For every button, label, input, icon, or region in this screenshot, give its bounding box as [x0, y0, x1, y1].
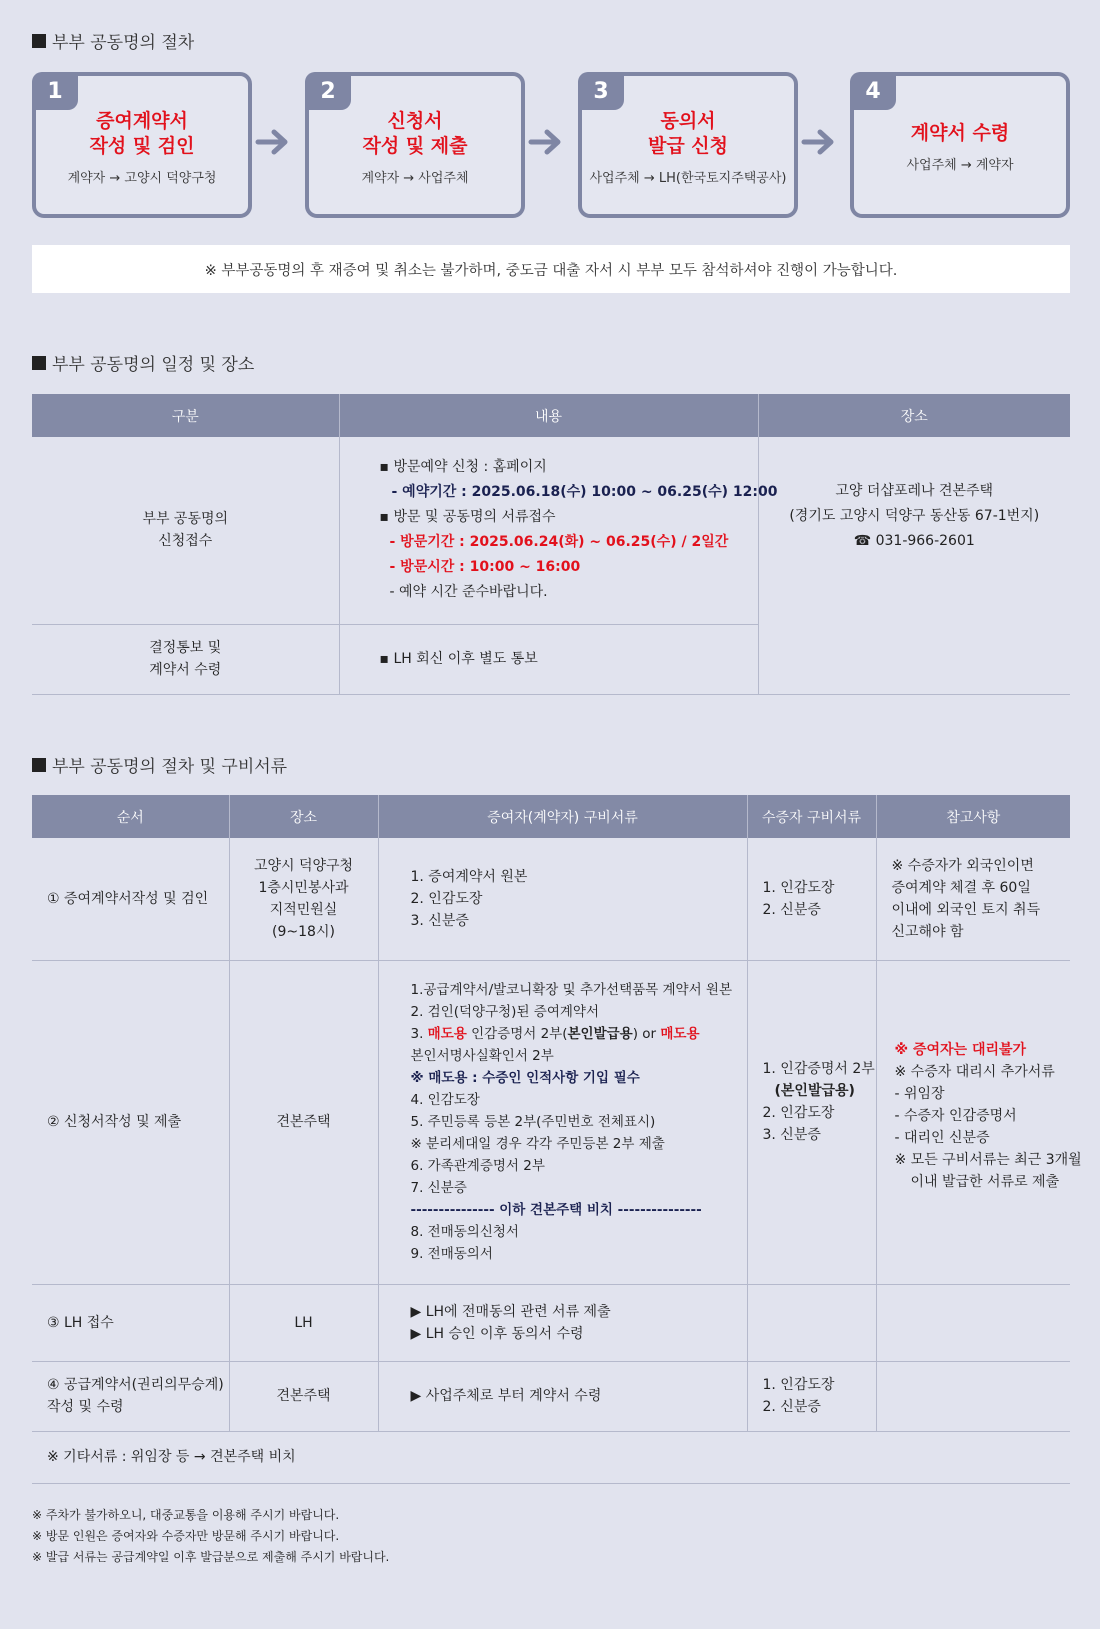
table-row	[32, 1361, 1070, 1431]
step-1	[32, 72, 252, 218]
row-place: 견본주택	[229, 1361, 378, 1431]
step-sub: 계약자 → 사업주체	[361, 170, 469, 186]
section-title-text: 부부 공동명의 절차 및 구비서류	[52, 757, 288, 777]
step-number: 4	[850, 72, 896, 110]
header-cell: 내용	[339, 394, 758, 437]
row-recv	[747, 1284, 876, 1361]
section-title-procedure	[32, 28, 194, 53]
schedule-table	[32, 394, 1070, 695]
square-bullet-icon	[32, 356, 46, 370]
step-3	[578, 72, 798, 218]
row-note	[876, 1361, 1070, 1431]
step-sub: 사업주체 → LH(한국토지주택공사)	[589, 170, 787, 186]
table-row-etc	[32, 1431, 1070, 1483]
row-docs: ▶ LH에 전매동의 관련 서류 제출 ▶ LH 승인 이후 동의서 수령	[378, 1284, 747, 1361]
row-label: 결정통보 및 계약서 수령	[32, 624, 339, 694]
row-step: ① 증여계약서작성 및 검인	[32, 838, 229, 960]
place-cell: 고양 더샵포레나 견본주택 (경기도 고양시 덕양구 동산동 67-1번지) ☎ 031-966-2601	[758, 437, 1070, 694]
row-recv: 1. 인감증명서 2부 (본인발급용) 2. 인감도장 3. 신분증	[747, 960, 876, 1284]
table-row	[32, 960, 1070, 1284]
row-place: 견본주택	[229, 960, 378, 1284]
table-header-row	[32, 795, 1070, 838]
square-bullet-icon	[32, 34, 46, 48]
row-docs: 1.공급계약서/발코니확장 및 추가선택품목 계약서 원본 2. 검인(덕양구청)된 증여계약서 3. 매도용 인감증명서 2부(본인발급용) or 매도용 본인서명사실확인서 2부 ※ 매도용 : 수증인 인적사항 기입 필수 4. 인감도장 5. 주민등록 등본 2부(주민번호 전체표시) ※ 분리세대일 경우 각각 주민등본 2부 제출 6. 가족관계증명서 2부 7. 신분증 --------------- 이하 견본주택 비치 --------------- 8. 전매동의신청서 9. 전매동의서	[378, 960, 747, 1284]
arrow-right-icon	[528, 124, 564, 160]
section-title-text: 부부 공동명의 절차	[52, 33, 195, 53]
arrow-right-icon	[255, 124, 291, 160]
step-title: 증여계약서 작성 및 검인	[89, 109, 195, 157]
step-title: 동의서 발급 신청	[647, 109, 729, 157]
row-note: ※ 수증자가 외국인이면 증여계약 체결 후 60일 이내에 외국인 토지 취득 신고해야 함	[876, 838, 1070, 960]
procedure-steps	[32, 72, 1070, 218]
row-docs: 1. 증여계약서 원본 2. 인감도장 3. 신분증	[378, 838, 747, 960]
footer-note: ※ 주차가 불가하오니, 대중교통을 이용해 주시기 바랍니다.	[32, 1508, 340, 1522]
row-place: LH	[229, 1284, 378, 1361]
row-place: 고양시 덕양구청 1층시민봉사과 지적민원실 (9~18시)	[229, 838, 378, 960]
row-label: 부부 공동명의 신청접수	[32, 437, 339, 624]
row-step: ④ 공급계약서(권리의무승계) 작성 및 수령	[32, 1361, 229, 1431]
step-sub: 계약자 → 고양시 덕양구청	[67, 170, 217, 186]
notice-box: ※ 부부공동명의 후 재증여 및 취소는 불가하며, 중도금 대출 자서 시 부부 모두 참석하셔야 진행이 가능합니다.	[32, 245, 1070, 293]
header-cell: 참고사항	[876, 795, 1070, 838]
header-cell: 장소	[229, 795, 378, 838]
step-sub: 사업주체 → 계약자	[906, 158, 1014, 173]
step-4	[850, 72, 1070, 218]
section-title-text: 부부 공동명의 일정 및 장소	[52, 355, 255, 375]
arrow-right-icon	[801, 124, 837, 160]
row-note: ※ 증여자는 대리불가 ※ 수증자 대리시 추가서류 - 위임장 - 수증자 인감증명서 - 대리인 신분증 ※ 모든 구비서류는 최근 3개월 이내 발급한 서류로 제출	[876, 960, 1070, 1284]
footer-note: ※ 발급 서류는 공급계약일 이후 발급분으로 제출해 주시기 바랍니다.	[32, 1550, 390, 1564]
table-row	[32, 838, 1070, 960]
row-content: ▪ LH 회신 이후 별도 통보	[339, 624, 758, 694]
table-header-row	[32, 394, 1070, 437]
row-recv: 1. 인감도장 2. 신분증	[747, 838, 876, 960]
header-cell: 증여자(계약자) 구비서류	[378, 795, 747, 838]
square-bullet-icon	[32, 758, 46, 772]
table-row	[32, 1284, 1070, 1361]
step-number: 1	[32, 72, 78, 110]
footer-notes	[32, 1505, 389, 1568]
documents-table	[32, 795, 1082, 1484]
table-row	[32, 437, 1070, 624]
footer-note: ※ 방문 인원은 증여자와 수증자만 방문해 주시기 바랍니다.	[32, 1529, 340, 1543]
row-recv: 1. 인감도장 2. 신분증	[747, 1361, 876, 1431]
header-cell: 순서	[32, 795, 229, 838]
section-title-schedule	[32, 350, 254, 375]
header-cell: 수증자 구비서류	[747, 795, 876, 838]
step-number: 2	[305, 72, 351, 110]
step-title: 계약서 수령	[910, 122, 1010, 144]
row-docs: ▶ 사업주체로 부터 계약서 수령	[378, 1361, 747, 1431]
row-note	[876, 1284, 1070, 1361]
step-2	[305, 72, 525, 218]
header-cell: 장소	[758, 394, 1070, 437]
step-title: 신청서 작성 및 제출	[362, 109, 468, 157]
header-cell: 구분	[32, 394, 339, 437]
etc-note: ※ 기타서류 : 위임장 등 → 견본주택 비치	[32, 1431, 1070, 1483]
row-step: ② 신청서작성 및 제출	[32, 960, 229, 1284]
step-number: 3	[578, 72, 624, 110]
row-content: ▪ 방문예약 신청 : 홈페이지 - 예약기간 : 2025.06.18(수) 10:00 ~ 06.25(수) 12:00 ▪ 방문 및 공동명의 서류접수 - 방문기간 : 2025.06.24(화) ~ 06.25(수) / 2일간 - 방문시간 : 10:00 ~ 16:00 - 예약 시간 준수바랍니다.	[339, 437, 758, 624]
section-title-documents	[32, 752, 287, 777]
row-step: ③ LH 접수	[32, 1284, 229, 1361]
